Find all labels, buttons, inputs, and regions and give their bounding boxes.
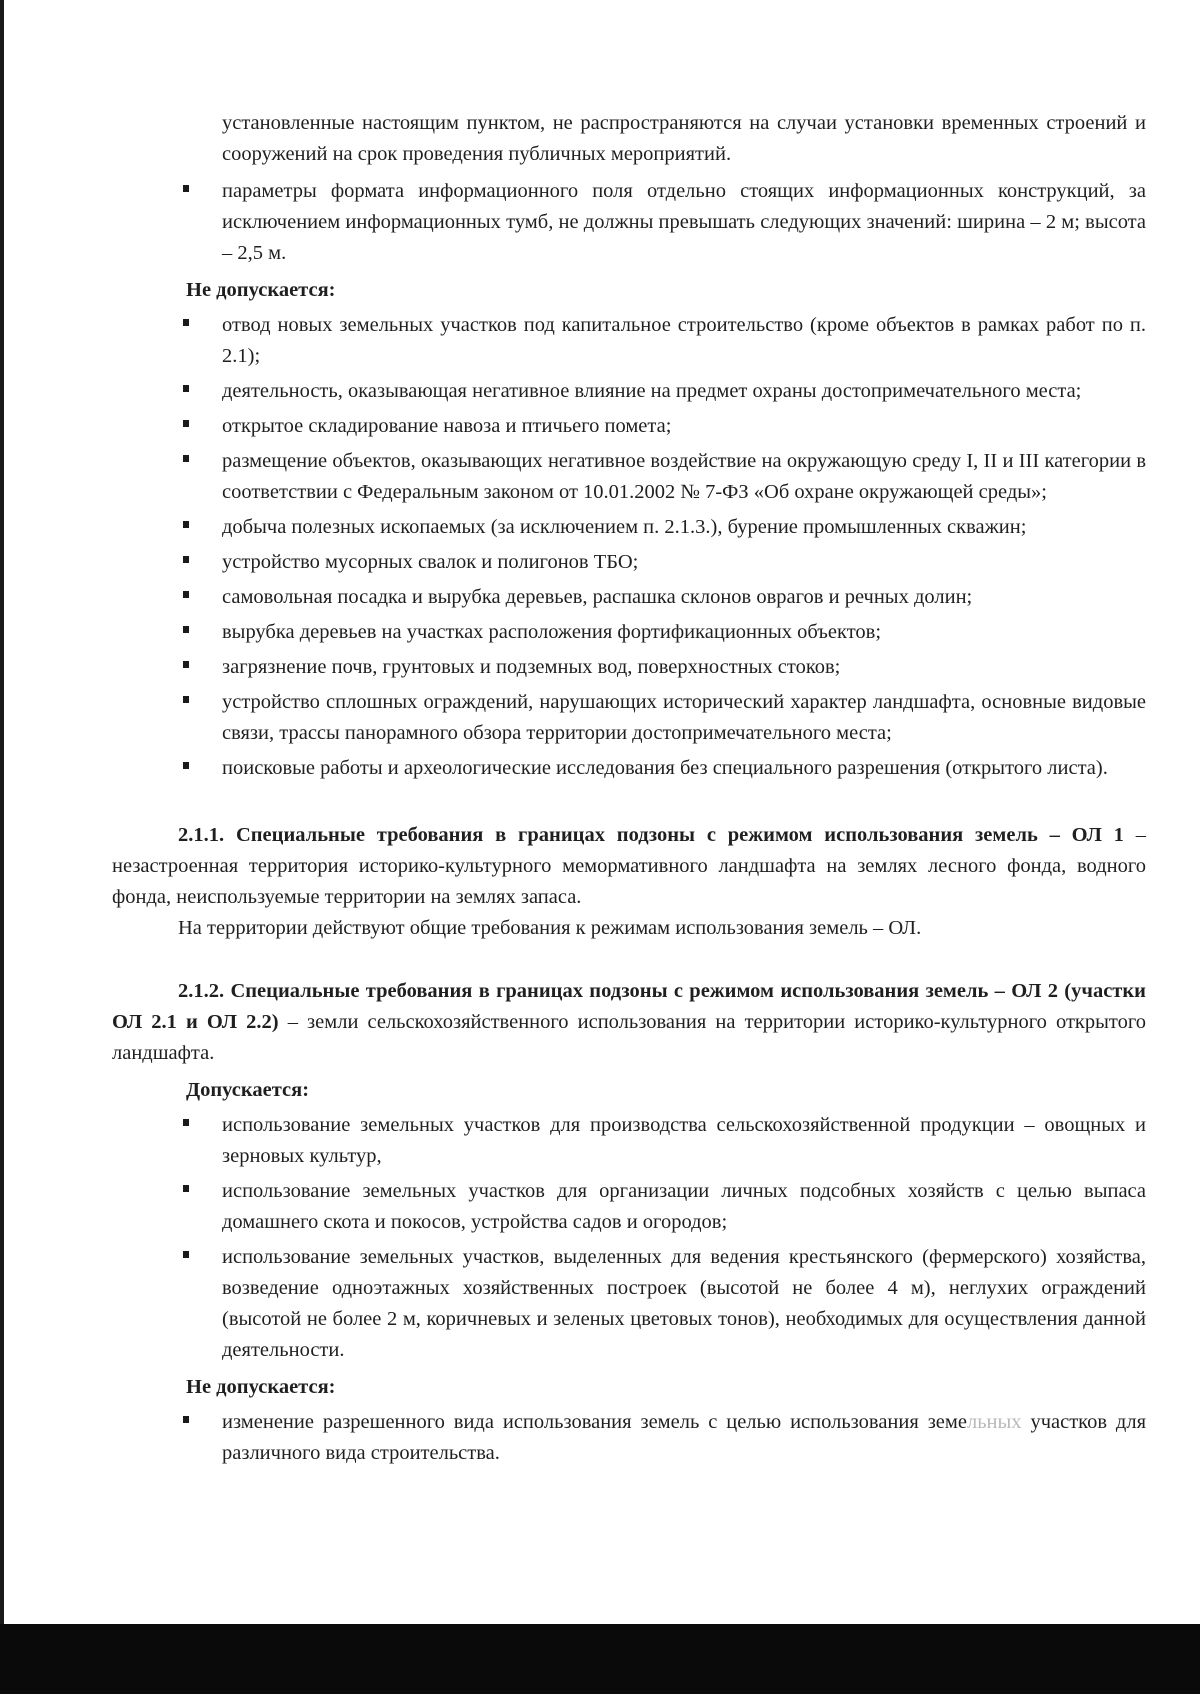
list-item	[112, 376, 1146, 407]
bullet-marker	[183, 185, 189, 192]
list-item-text: параметры формата информационного поля отдельно стоящих информационных конструкций, за исключением информационных тумб, не должны превышать следующих значений: ширина – 2 м; высота – 2,5 м.	[222, 180, 1146, 264]
scan-bottom-band	[0, 1624, 1200, 1694]
list-item-text: загрязнение почв, грунтовых и подземных вод, поверхностных стоков;	[222, 656, 841, 678]
list-item-text: использование земельных участков для организации личных подсобных хозяйств с целью выпаса домашнего скота и покосов, устройства садов и огородов;	[222, 1180, 1146, 1233]
bullet-list-top	[112, 176, 1146, 269]
bullet-marker	[183, 1416, 189, 1423]
list-item	[112, 1176, 1146, 1238]
list-item-text: добыча полезных ископаемых (за исключением п. 2.1.3.), бурение промышленных скважин;	[222, 516, 1027, 538]
list-item	[112, 547, 1146, 578]
bullet-marker	[183, 385, 189, 392]
bullet-marker	[183, 420, 189, 427]
bullet-marker	[183, 521, 189, 528]
bullet-marker	[183, 661, 189, 668]
section-title: 2.1.1. Специальные требования в границах подзоны с режимом использования земель – ОЛ 1	[178, 824, 1124, 846]
list-item-text: открытое складирование навоза и птичьего помета;	[222, 415, 672, 437]
bullet-list-not-allowed-2	[112, 1407, 1146, 1469]
document-page	[112, 108, 1146, 1473]
list-item-text: устройство сплошных ограждений, нарушающих исторический характер ландшафта, основные видовые связи, трассы панорамного обзора территории достопримечательного места;	[222, 691, 1146, 744]
list-item-text: размещение объектов, оказывающих негативное воздействие на окружающую среду I, II и III категории в соответствии с Федеральным законом от 10.01.2002 № 7-ФЗ «Об охране окружающей среды»;	[222, 450, 1146, 503]
section-text: – земли сельскохозяйственного использования на территории историко-культурного открытого ландшафта.	[112, 1011, 1146, 1064]
bullet-marker	[183, 1185, 189, 1192]
list-item	[112, 1407, 1146, 1469]
list-item	[112, 1110, 1146, 1172]
bullet-marker	[183, 762, 189, 769]
spacer	[112, 944, 1146, 976]
bullet-marker	[183, 1119, 189, 1126]
section-2-1-1	[112, 820, 1146, 913]
section-title: 2.1.2. Специальные требования в границах подзоны с режимом использования земель – ОЛ 2 (участки ОЛ 2.1 и ОЛ 2.2)	[112, 980, 1146, 1033]
spacer	[112, 788, 1146, 820]
list-item-text: поисковые работы и археологические исследования без специального разрешения (открытого листа).	[222, 757, 1108, 779]
list-item	[112, 512, 1146, 543]
list-item-text: изменение разрешенного вида использования земель с целью использования земе	[222, 1411, 967, 1433]
bullet-marker	[183, 626, 189, 633]
list-item-text-faded: льных	[966, 1411, 1022, 1433]
list-item	[112, 176, 1146, 269]
bullet-marker	[183, 319, 189, 326]
list-item	[112, 687, 1146, 749]
heading-not-allowed-2: Не допускается:	[186, 1376, 336, 1398]
bullet-marker	[183, 556, 189, 563]
list-item-text: самовольная посадка и вырубка деревьев, распашка склонов оврагов и речных долин;	[222, 586, 973, 608]
scan-left-edge	[0, 0, 4, 1694]
list-item	[112, 411, 1146, 442]
list-item	[112, 310, 1146, 372]
list-item	[112, 617, 1146, 648]
list-item-text: отвод новых земельных участков под капитальное строительство (кроме объектов в рамках работ по п. 2.1);	[222, 314, 1146, 367]
list-item-text: вырубка деревьев на участках расположения фортификационных объектов;	[222, 621, 882, 643]
list-item	[112, 582, 1146, 613]
list-item-text: деятельность, оказывающая негативное влияние на предмет охраны достопримечательного места;	[222, 380, 1082, 402]
heading-not-allowed: Не допускается:	[186, 279, 336, 301]
bullet-marker	[183, 591, 189, 598]
list-item	[112, 652, 1146, 683]
bullet-list-not-allowed	[112, 310, 1146, 784]
section-text: – незастроенная территория историко-культурного мемормативного ландшафта на землях лесного фонда, водного фонда, неиспользуемые территории на землях запаса.	[112, 824, 1147, 908]
section-2-1-2	[112, 976, 1146, 1069]
continuation-paragraph: установленные настоящим пунктом, не распространяются на случаи установки временных строений и сооружений на срок проведения публичных мероприятий.	[222, 112, 1146, 165]
list-item-text: использование земельных участков для производства сельскохозяйственной продукции – овощных и зерновых культур,	[222, 1114, 1146, 1167]
bullet-marker	[183, 455, 189, 462]
list-item	[112, 446, 1146, 508]
list-item	[112, 753, 1146, 784]
heading-allowed: Допускается:	[186, 1079, 310, 1101]
list-item-text-tail: участков для различного вида строительства.	[222, 1411, 1147, 1464]
bullet-list-allowed	[112, 1110, 1146, 1366]
list-item-text: использование земельных участков, выделенных для ведения крестьянского (фермерского) хозяйства, возведение одноэтажных хозяйственных построек (высотой не более 4 м), неглухих ограждений (высотой не более 2 м, коричневых и зеленых цветовых тонов), необходимых для осуществления данной деятельности.	[222, 1246, 1146, 1361]
bullet-marker	[183, 696, 189, 703]
list-item-text: устройство мусорных свалок и полигонов ТБО;	[222, 551, 639, 573]
list-item	[112, 1242, 1146, 1366]
section-2-1-1-followup: На территории действуют общие требования к режимам использования земель – ОЛ.	[178, 917, 922, 939]
bullet-marker	[183, 1251, 189, 1258]
